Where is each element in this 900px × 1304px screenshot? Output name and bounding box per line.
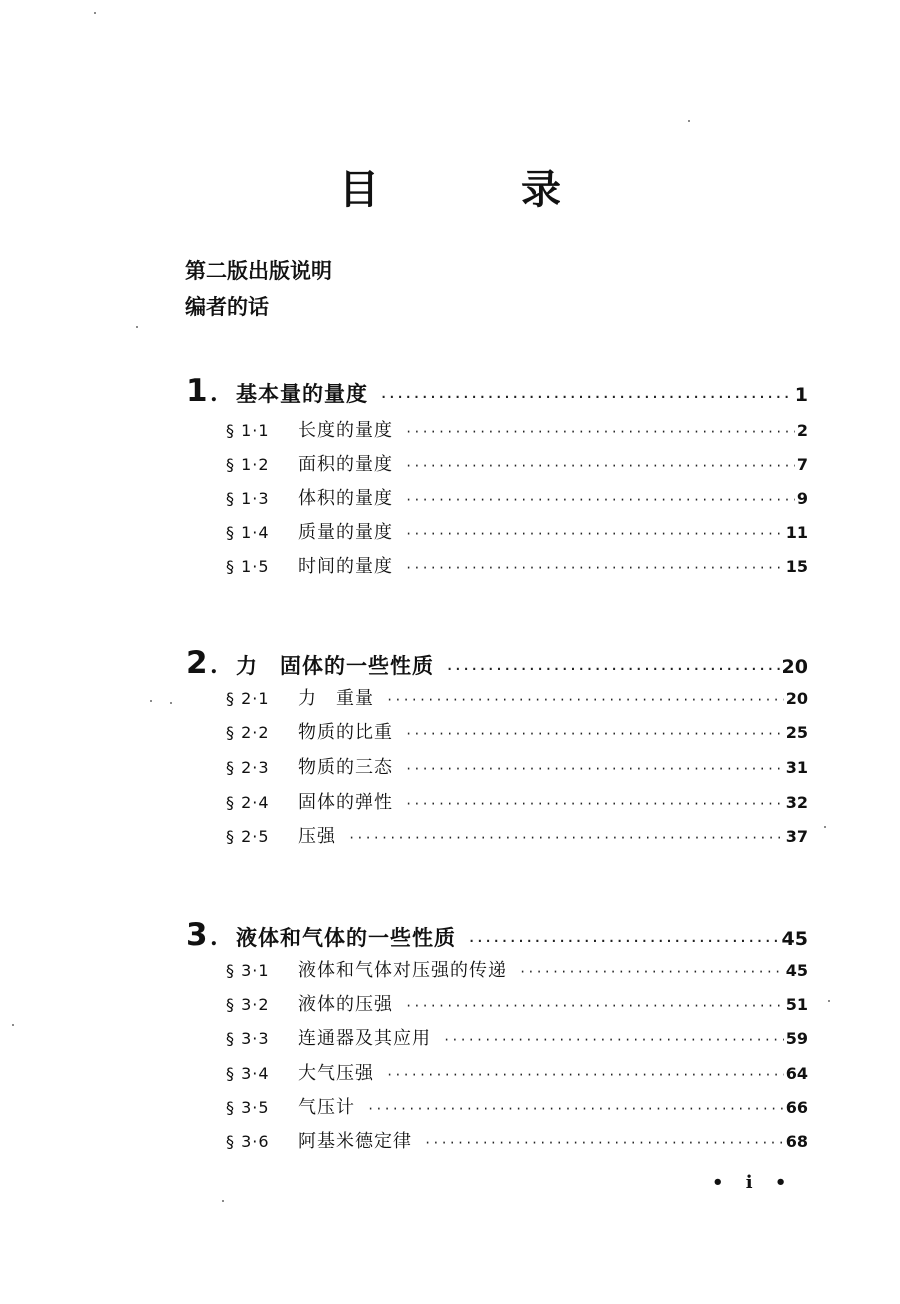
section-page-number: 31 [785,758,808,777]
toc-section-3-6 [226,1127,808,1158]
toc-prelim-publication-note: 第二版出版说明 [185,258,332,283]
dot-leader [405,485,795,515]
page-marker: • i • [712,1172,795,1193]
section-number: § 2·4 [226,793,270,812]
chapter-number-dot: . [210,653,218,679]
dot-leader [443,1025,784,1055]
section-number: § 3·2 [226,995,270,1014]
section-title: 物质的比重 [298,722,393,743]
toc-section-2-4 [226,788,808,819]
section-number: § 1·1 [226,421,270,440]
toc-prelim-editor-note: 编者的话 [185,294,269,319]
section-page-number: 64 [785,1064,808,1083]
section-page-number: 68 [785,1132,808,1151]
dot-leader [519,957,784,987]
toc-section-2-3 [226,753,808,784]
chapter-number-dot: . [210,381,218,407]
scan-speck [824,826,826,828]
toc-section-1-3 [226,484,808,515]
chapter-number-dot: . [210,925,218,951]
toc-section-3-2 [226,990,808,1021]
chapter-page-number: 1 [794,384,808,406]
section-title: 连通器及其应用 [298,1028,431,1049]
scan-speck [94,12,96,14]
toc-section-2-5 [226,822,808,853]
dot-leader [424,1128,784,1158]
dot-leader [405,719,784,749]
chapter-page-number: 45 [781,928,808,950]
dot-leader [405,417,795,447]
section-title: 液体的压强 [298,994,393,1015]
section-page-number: 45 [785,961,808,980]
section-title: 液体和气体对压强的传递 [298,960,507,981]
section-number: § 1·3 [226,489,270,508]
section-number: § 1·4 [226,523,270,542]
chapter-title: 液体和气体的一些性质 [236,925,456,950]
chapter-number: 3 [186,917,208,953]
section-number: § 2·2 [226,723,270,742]
section-page-number: 59 [785,1029,808,1048]
section-title: 气压计 [298,1097,355,1118]
section-title: 大气压强 [298,1063,374,1084]
section-title: 阿基米德定律 [298,1131,412,1152]
toc-section-2-2 [226,718,808,749]
toc-chapter-1 [186,374,808,414]
section-title: 物质的三态 [298,757,393,778]
section-title: 压强 [298,826,336,847]
section-page-number: 9 [796,489,808,508]
section-title: 力 重量 [298,688,374,709]
dot-leader [405,519,784,549]
dot-leader [405,754,784,784]
dot-leader [446,652,780,686]
section-number: § 2·3 [226,758,270,777]
scan-speck [12,1024,14,1026]
section-page-number: 20 [785,689,808,708]
chapter-page-number: 20 [781,656,808,678]
toc-section-3-1 [226,956,808,987]
scan-speck [828,1000,830,1002]
section-page-number: 51 [785,995,808,1014]
scan-speck [150,700,152,702]
scan-speck [170,702,172,704]
toc-section-1-2 [226,450,808,481]
section-title: 体积的量度 [298,488,393,509]
section-title: 面积的量度 [298,454,393,475]
dot-leader [468,924,780,958]
toc-section-3-3 [226,1024,808,1055]
section-number: § 2·5 [226,827,270,846]
chapter-number: 2 [186,645,208,681]
section-page-number: 37 [785,827,808,846]
section-title: 固体的弹性 [298,792,393,813]
section-page-number: 2 [796,421,808,440]
section-number: § 3·5 [226,1098,270,1117]
toc-section-1-5 [226,552,808,583]
scan-speck [688,120,690,122]
toc-section-2-1 [226,684,808,715]
chapter-title: 力 固体的一些性质 [236,653,434,678]
section-page-number: 66 [785,1098,808,1117]
section-page-number: 15 [785,557,808,576]
dot-leader [386,1060,784,1090]
toc-chapter-2 [186,646,808,686]
section-number: § 3·3 [226,1029,270,1048]
section-title: 质量的量度 [298,522,393,543]
section-title: 长度的量度 [298,420,393,441]
dot-leader [405,789,784,819]
toc-chapter-3 [186,918,808,958]
dot-leader [380,380,793,414]
section-title: 时间的量度 [298,556,393,577]
dot-leader [367,1094,784,1124]
section-number: § 2·1 [226,689,270,708]
toc-section-1-1 [226,416,808,447]
section-page-number: 11 [785,523,808,542]
page-title: 目 录 [339,166,625,213]
dot-leader [348,823,784,853]
chapter-number: 1 [186,373,208,409]
section-page-number: 25 [785,723,808,742]
section-page-number: 7 [796,455,808,474]
chapter-title: 基本量的量度 [236,381,368,406]
section-number: § 1·5 [226,557,270,576]
dot-leader [386,685,784,715]
toc-section-3-5 [226,1093,808,1124]
section-number: § 3·1 [226,961,270,980]
scan-speck [222,1200,224,1202]
dot-leader [405,451,795,481]
section-number: § 3·6 [226,1132,270,1151]
section-number: § 1·2 [226,455,270,474]
section-number: § 3·4 [226,1064,270,1083]
dot-leader [405,991,784,1021]
section-page-number: 32 [785,793,808,812]
scan-speck [136,326,138,328]
dot-leader [405,553,784,583]
toc-section-1-4 [226,518,808,549]
toc-section-3-4 [226,1059,808,1090]
